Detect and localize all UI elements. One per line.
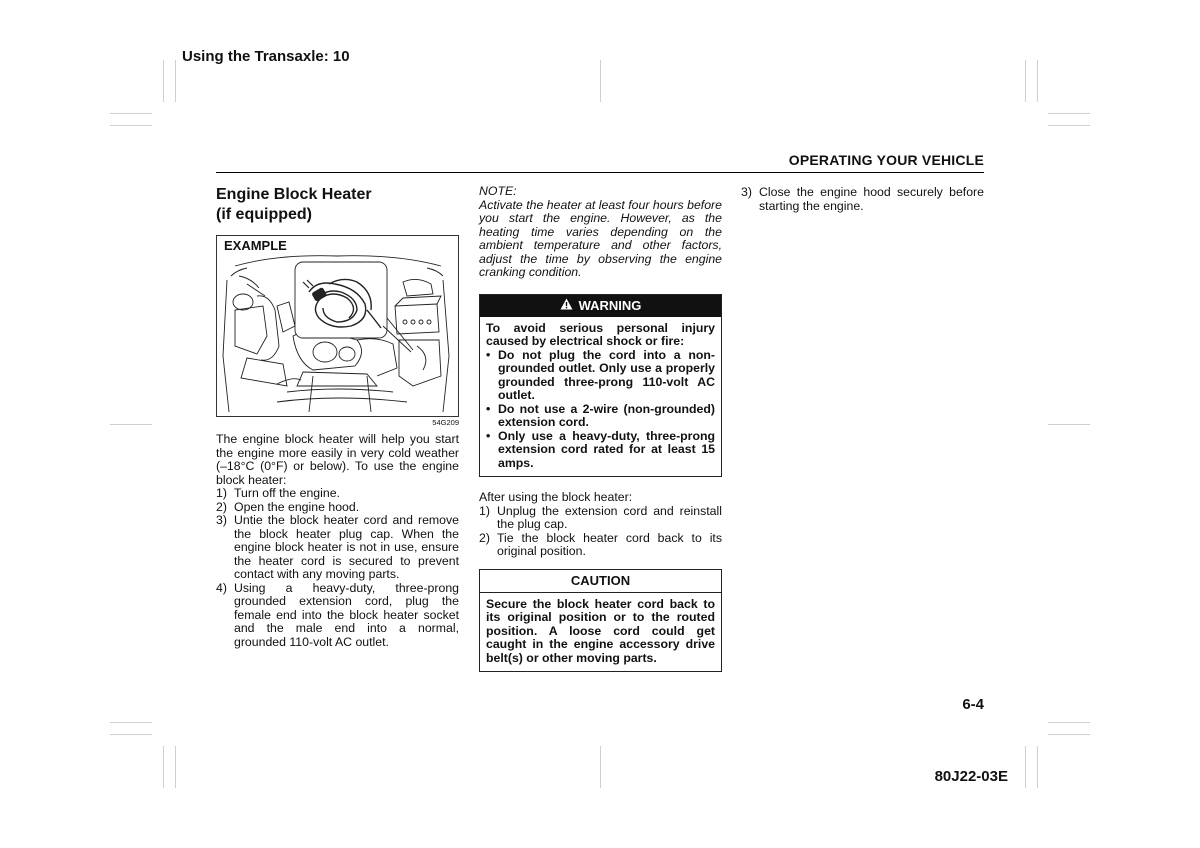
list-item: • Only use a heavy-duty, three-prong extension cord rated for at least 15 amps. — [486, 430, 715, 471]
crop-mark — [600, 60, 601, 102]
caution-body: Secure the block heater cord back to its original position or to the routed position. A loose cord could get caught in the engine accessory drive belt(s) or other moving parts. — [486, 596, 715, 665]
list-item: • Do not plug the cord into a non-grounded outlet. Only use a properly grounded three-prong 110-volt AC outlet. — [486, 349, 715, 403]
column-3 — [741, 186, 984, 213]
note-text: Activate the heater at least four hours before you start the engine. However, as the heating time varies depending on the ambient temperature and other factors, adjust the time by observing the engine cranking condition. — [479, 197, 722, 279]
crop-mark — [110, 734, 152, 735]
column-2 — [479, 185, 722, 686]
list-item: 1) Unplug the extension cord and reinstall the plug cap. — [479, 503, 722, 531]
heading-line-1: Engine Block Heater — [216, 186, 372, 203]
column-1 — [216, 185, 459, 649]
steps-list — [216, 487, 459, 649]
list-item: 3) Untie the block heater cord and remove the block heater plug cap. When the engine block heater is not in use, ensure the heater cord is secured to prevent contact with any moving parts. — [216, 513, 459, 581]
crop-mark — [1048, 734, 1090, 735]
crop-mark — [163, 60, 164, 102]
crop-mark — [1048, 722, 1090, 723]
note-block — [479, 185, 722, 280]
crop-mark — [110, 125, 152, 126]
crop-mark — [1048, 424, 1090, 425]
crop-mark — [1048, 113, 1090, 114]
heading-line-2: (if equipped) — [216, 206, 312, 223]
crop-mark — [175, 60, 176, 102]
crop-mark — [1025, 60, 1026, 102]
list-item: 2) Tie the block heater cord back to its original position. — [479, 530, 722, 558]
caution-box — [479, 569, 722, 673]
list-item: 3) Close the engine hood securely before starting the engine. — [741, 185, 984, 213]
page-number: 6-4 — [962, 696, 984, 713]
warning-body — [480, 317, 721, 477]
caution-title: CAUTION — [480, 570, 721, 593]
engine-figure — [216, 235, 459, 417]
crop-mark — [110, 722, 152, 723]
figure-code: 54G209 — [432, 418, 459, 427]
list-item: 1) Turn off the engine. — [216, 486, 340, 500]
crop-mark — [1048, 125, 1090, 126]
note-label: NOTE: — [479, 184, 517, 198]
page-top-title: Using the Transaxle: 10 — [182, 48, 350, 65]
after-steps-list — [479, 505, 722, 559]
section-header: OPERATING YOUR VEHICLE — [788, 152, 984, 168]
engine-bay-illustration — [217, 236, 458, 416]
document-code: 80J22-03E — [934, 768, 1008, 785]
warning-title: WARNING — [578, 297, 642, 313]
list-item: 2) Open the engine hood. — [216, 499, 360, 514]
crop-mark — [1025, 746, 1026, 788]
crop-mark — [110, 424, 152, 425]
intro-paragraph: The engine block heater will help you start the engine more easily in very cold weather (–18°C (0°F) or below). To use the engine block heater: — [216, 432, 459, 487]
crop-mark — [110, 113, 152, 114]
crop-mark — [1037, 60, 1038, 102]
crop-mark — [175, 746, 176, 788]
list-item: • Do not use a 2-wire (non-grounded) extension cord. — [486, 403, 715, 430]
header-rule — [216, 172, 984, 173]
list-item: 4) Using a heavy-duty, three-prong grounded extension cord, plug the female end into the block heater socket and the male end into a normal, grounded 110-volt AC outlet. — [216, 580, 459, 649]
warning-list — [486, 349, 715, 471]
warning-box — [479, 294, 722, 478]
figure-caption: EXAMPLE — [224, 238, 287, 253]
crop-mark — [163, 746, 164, 788]
steps-list-continued — [741, 186, 984, 213]
warning-lead: To avoid serious personal injury caused by electrical shock or fire: — [486, 320, 715, 348]
after-intro: After using the block heater: — [479, 490, 633, 504]
section-heading — [216, 185, 459, 225]
warning-header — [480, 295, 721, 317]
crop-mark — [600, 746, 601, 788]
crop-mark — [1037, 746, 1038, 788]
warning-triangle-icon — [560, 295, 573, 317]
